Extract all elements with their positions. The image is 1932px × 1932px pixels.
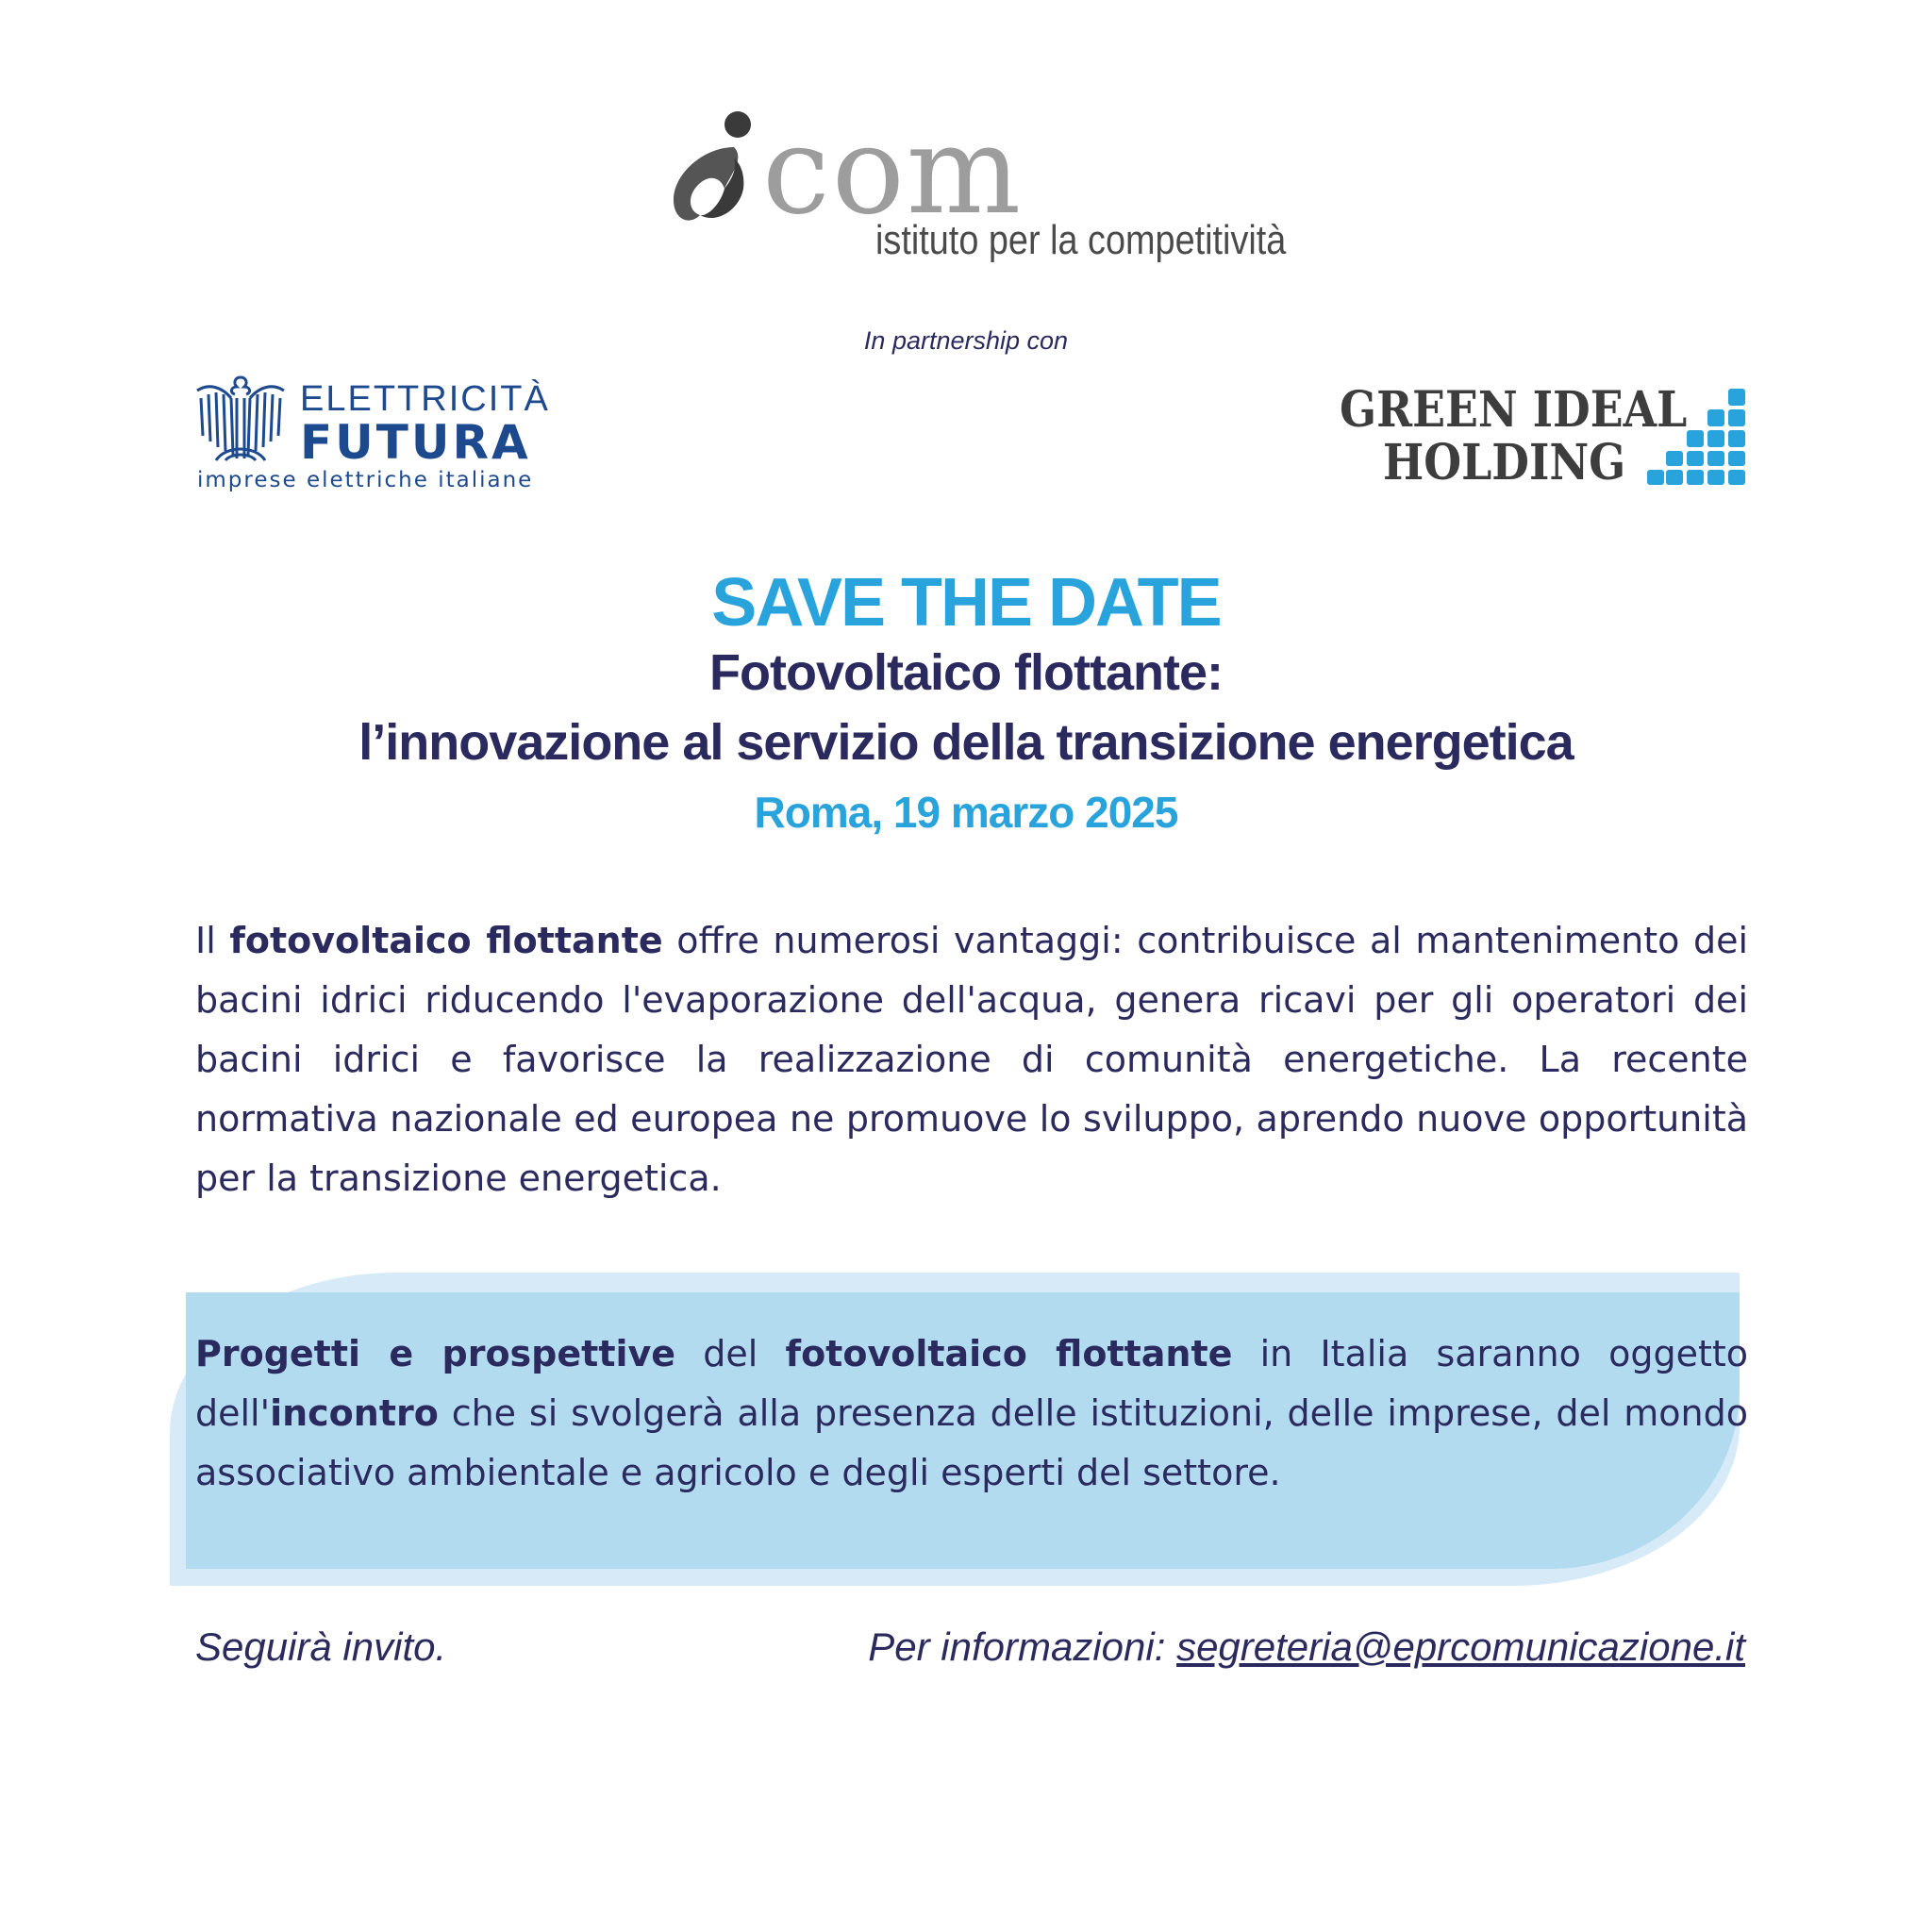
icom-i-mark-icon: [668, 106, 762, 228]
invitation-note: Seguirà invito.: [195, 1624, 447, 1669]
highlight-text-3: che si svolgerà alla presenza delle istituzioni, delle imprese, del mondo associativo ambientale e agricolo e degli esperti del settore.: [195, 1392, 1748, 1493]
event-title-line1: Fotovoltaico flottante:: [709, 644, 1223, 701]
icom-logo: [668, 101, 1291, 275]
highlight-bold-1: Progetti e prospettive: [195, 1333, 676, 1374]
elettricita-futura-line1: ELETTRICITÀ: [300, 379, 550, 419]
event-title-line2: l’innovazione al servizio della transizione energetica: [358, 714, 1574, 771]
intro-paragraph: [195, 911, 1748, 1208]
highlight-paragraph: [195, 1324, 1748, 1503]
highlight-bold-3: incontro: [270, 1392, 439, 1434]
elettricita-futura-tagline: imprese elettriche italiane: [197, 468, 534, 492]
intro-bold-1: fotovoltaico flottante: [229, 920, 663, 961]
contact-email-link[interactable]: segreteria@eprcomunicazione.it: [1176, 1624, 1745, 1669]
intro-text-2: offre numerosi vantaggi: contribuisce al mantenimento dei bacini idrici riducendo l'evaporazione dell'acqua, genera ricavi per gli operatori dei bacini idrici e favorisce la realizzazione di comunità energetiche. La recente normativa nazionale ed europea ne promuove lo sviluppo, aprendo nuove opportunità per la transizione energetica.: [195, 920, 1749, 1199]
contact-info: [868, 1624, 1745, 1670]
eagle-emblem-icon: [193, 370, 288, 464]
highlight-text-1: del: [675, 1333, 786, 1374]
elettricita-futura-logo: [193, 370, 550, 492]
green-ideal-holding-line1: GREEN IDEAL: [1340, 381, 1688, 439]
partnership-label: In partnership con: [863, 326, 1069, 355]
contact-label: Per informazioni:: [868, 1624, 1177, 1669]
highlight-bold-2: fotovoltaico flottante: [785, 1333, 1233, 1374]
save-the-date-heading: SAVE THE DATE: [711, 565, 1221, 641]
green-ideal-holding-logo: [1340, 381, 1745, 494]
icom-wordmark: com: [762, 101, 1024, 242]
event-date: Roma, 19 marzo 2025: [754, 788, 1178, 837]
intro-text-1: Il: [195, 920, 230, 961]
icom-tagline: istituto per la competitività: [875, 217, 1287, 263]
green-ideal-holding-line2: HOLDING: [1383, 434, 1626, 491]
staircase-blocks-icon: [1647, 387, 1747, 487]
elettricita-futura-line2: FUTURA: [300, 415, 531, 470]
highlight-text-2: in Italia saranno oggetto dell': [195, 1333, 1749, 1434]
